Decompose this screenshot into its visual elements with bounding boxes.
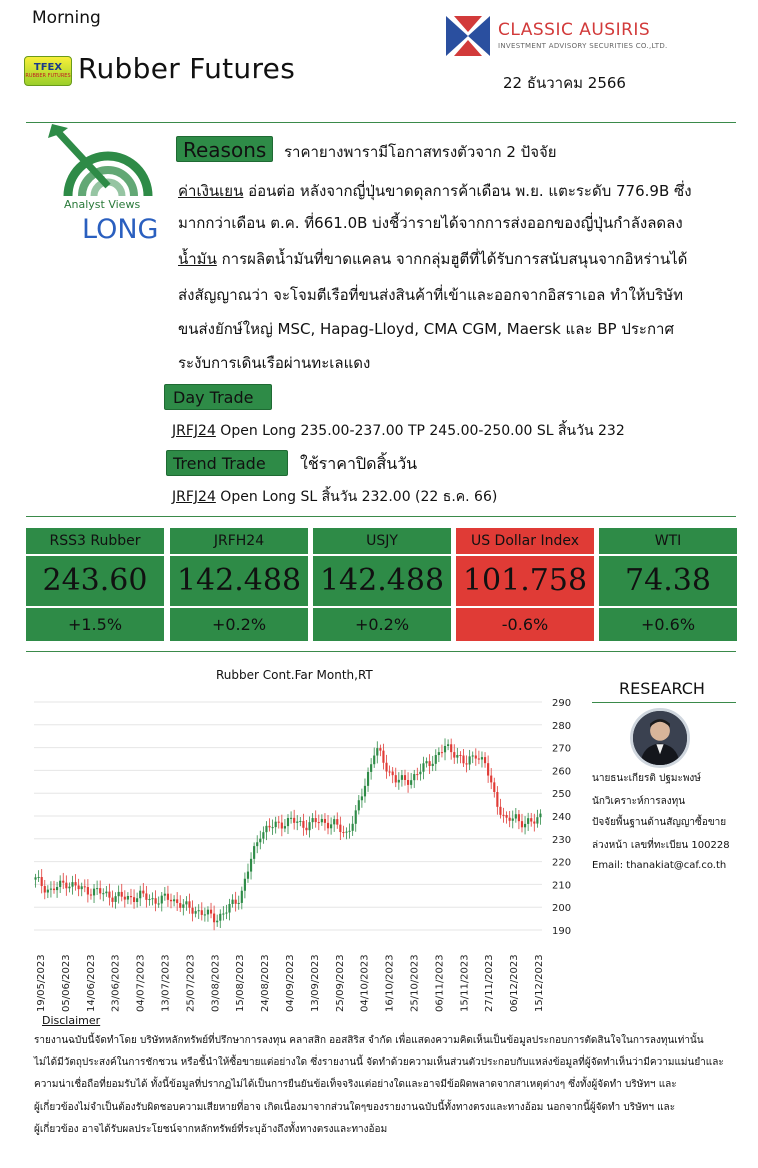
candle-body xyxy=(139,891,141,899)
candle-body xyxy=(533,822,535,824)
candle-body xyxy=(90,895,92,896)
candle-body xyxy=(506,815,508,818)
candle-body xyxy=(124,897,126,900)
analyst-view-value: LONG xyxy=(82,214,159,245)
candle-body xyxy=(447,744,449,746)
candle-body xyxy=(502,815,504,816)
x-tick-label: 06/11/2023 xyxy=(434,954,446,1012)
candle-body xyxy=(416,774,418,775)
candle-body xyxy=(348,831,350,832)
trend-trade-recommendation xyxy=(172,486,497,508)
candle-body xyxy=(259,839,261,843)
price-value: 142.488 xyxy=(170,556,308,606)
divider xyxy=(592,702,736,703)
candle-body xyxy=(241,891,243,903)
brand-name: CLASSIC AUSIRIS xyxy=(498,20,651,40)
candle-body xyxy=(84,886,86,887)
x-tick-label: 13/09/2023 xyxy=(309,954,321,1012)
y-tick-label: 200 xyxy=(552,903,572,915)
candle-body xyxy=(78,885,80,889)
candle-body xyxy=(481,757,483,759)
candle-body xyxy=(432,764,434,766)
candle-body xyxy=(321,819,323,822)
candle-body xyxy=(173,899,175,901)
candle-body xyxy=(318,822,320,823)
candle-body xyxy=(509,818,511,821)
price-name: US Dollar Index xyxy=(456,528,594,554)
x-tick-label: 06/12/2023 xyxy=(509,954,521,1012)
candle-body xyxy=(167,894,169,900)
candle-body xyxy=(164,894,166,896)
candle-body xyxy=(219,914,221,921)
x-tick-label: 04/09/2023 xyxy=(285,954,296,1012)
x-tick-label: 25/07/2023 xyxy=(185,954,197,1012)
candle-body xyxy=(364,786,366,797)
candle-body xyxy=(404,775,406,780)
candle-body xyxy=(265,826,267,832)
candle-body xyxy=(262,832,264,838)
candle-body xyxy=(191,908,193,914)
candle-body xyxy=(133,897,135,902)
candle-body xyxy=(425,761,427,763)
analyst-email: Email: thanakiat@caf.co.th xyxy=(592,860,727,871)
disclaimer-line: ความน่าเชื่อถือที่ยอมรับได้ ทั้งนี้ข้อมูลที่ปรากฏไม่ได้เป็นการยืนยันข้อเท็จจริงแต่อย่างใดและอาจมีข้อผิดพลาดจากสาเหตุต่างๆ ซึ่งทั้งผู้จัดทำ บริษัทฯ และ xyxy=(34,1079,677,1090)
candle-body xyxy=(496,792,498,807)
candle-body xyxy=(358,800,360,810)
candle-body xyxy=(105,892,107,894)
candle-body xyxy=(53,889,55,890)
divider xyxy=(26,651,736,652)
candle-body xyxy=(527,818,529,824)
candle-body xyxy=(389,771,391,772)
candle-body xyxy=(373,756,375,765)
candle-body xyxy=(308,822,310,830)
x-tick-label: 15/12/2023 xyxy=(534,954,545,1012)
candle-body xyxy=(382,751,384,763)
x-tick-label: 04/07/2023 xyxy=(135,954,147,1012)
candle-body xyxy=(247,872,249,879)
candle-body xyxy=(87,887,89,894)
candle-body xyxy=(182,904,184,907)
price-box-us-dollar-index xyxy=(456,528,594,643)
candle-body xyxy=(238,903,240,904)
candle-body xyxy=(410,780,412,785)
price-change: +0.2% xyxy=(313,608,451,641)
candle-body xyxy=(336,819,338,825)
candle-body xyxy=(401,775,403,780)
candle-body xyxy=(188,901,190,907)
analyst-views-label: Analyst Views xyxy=(64,198,141,211)
disclaimer-line: ผู้เกี่ยวข้อง อาจได้รับผลประโยชน์จากหลักทรัพย์ที่ระบุอ้างถึงทั้งทางตรงและทางอ้อม xyxy=(34,1124,388,1135)
candle-body xyxy=(185,901,187,904)
reason-oil-line2: ส่งสัญญาณว่า จะโจมตีเรือที่ขนส่งสินค้าที่เข้าและออกจากอิสราเอล ทำให้บริษัท xyxy=(178,286,684,304)
reason-oil-text: การผลิตน้ำมันที่ขาดแคลน จากกลุ่มฮูตีที่ได้รับการสนับสนุนจากอิหร่านได้ xyxy=(216,250,688,268)
x-tick-label: 25/10/2023 xyxy=(409,954,421,1012)
reason-yen-line1 xyxy=(178,176,738,206)
candle-body xyxy=(355,810,357,823)
candle-body xyxy=(121,892,123,897)
disclaimer-line: ไม่ได้มีวัตถุประสงค์ในการชักชวน หรือชี้นำให้ซื้อขายแต่อย่างใด ซึ่งรายงานนี้ จัดทำด้วยความเห็นส่วนตัวประกอบกับแหล่งข้อมูลที่ผู้จัดทำเห็นว่ามีความแม่นยำและ xyxy=(34,1057,724,1068)
analyst-role: นักวิเคราะห์การลงทุน xyxy=(592,796,686,807)
candle-body xyxy=(62,881,64,883)
session-label: Morning xyxy=(32,8,101,28)
candle-body xyxy=(312,818,314,822)
candle-body xyxy=(361,796,363,800)
candle-body xyxy=(268,826,270,828)
candle-body xyxy=(475,756,477,759)
price-change: +0.2% xyxy=(170,608,308,641)
candle-body xyxy=(456,755,458,758)
candle-body xyxy=(296,822,298,823)
brand-subtitle: INVESTMENT ADVISORY SECURITIES CO.,LTD. xyxy=(498,42,668,50)
divider xyxy=(26,516,736,517)
candle-body xyxy=(204,914,206,915)
price-name: RSS3 Rubber xyxy=(26,528,164,554)
candle-body xyxy=(179,903,181,908)
candle-body xyxy=(407,780,409,785)
candle-body xyxy=(376,748,378,755)
candle-body xyxy=(484,757,486,763)
candle-body xyxy=(275,822,277,827)
candle-body xyxy=(130,896,132,897)
candle-body xyxy=(176,899,178,903)
candle-body xyxy=(81,886,83,889)
candle-body xyxy=(459,755,461,756)
candle-body xyxy=(41,877,43,886)
candle-body xyxy=(201,910,203,915)
price-value: 243.60 xyxy=(26,556,164,606)
disclaimer-line: ผู้เกี่ยวข้องไม่จำเป็นต้องรับผิดชอบความเสียหายที่อาจ เกิดเนื่องมาจากส่วนใดๆของรายงานฉบับนี้ทั้งทางตรงและทางอ้อม นอกจากนี้ผู้จัดทำ บริษัทฯ และ xyxy=(34,1102,676,1113)
reasons-tag: Reasons xyxy=(176,136,273,162)
price-box-wti xyxy=(599,528,737,643)
candle-body xyxy=(398,780,400,783)
candle-body xyxy=(74,882,76,885)
y-tick-label: 270 xyxy=(552,743,572,755)
candle-body xyxy=(493,782,495,792)
reason-yen-topic: ค่าเงินเยน xyxy=(178,182,244,200)
candle-body xyxy=(142,891,144,894)
price-name: WTI xyxy=(599,528,737,554)
candle-body xyxy=(299,821,301,822)
y-tick-label: 290 xyxy=(552,698,572,709)
candle-body xyxy=(499,807,501,815)
day-trade-text: Open Long 235.00-237.00 TP 245.00-250.00 SL สิ้นวัน 232 xyxy=(215,423,625,439)
candle-body xyxy=(93,889,95,896)
reason-oil-line3: ขนส่งยักษ์ใหญ่ MSC, Hapag-Lloyd, CMA CGM, Maersk และ BP ประกาศ xyxy=(178,320,675,338)
x-tick-label: 27/11/2023 xyxy=(484,954,496,1012)
y-tick-label: 190 xyxy=(552,926,572,937)
candle-body xyxy=(302,821,304,828)
candle-body xyxy=(478,759,480,760)
candle-body xyxy=(170,900,172,901)
candle-body xyxy=(290,818,292,819)
reason-oil-line4: ระงับการเดินเรือผ่านทะเลแดง xyxy=(178,354,371,372)
x-tick-label: 24/08/2023 xyxy=(260,954,272,1012)
candle-body xyxy=(284,826,286,828)
analyst-name: นายธนะเกียรติ ปฐมะพงษ์ xyxy=(592,773,701,784)
candle-body xyxy=(228,904,230,913)
trend-trade-note: ใช้ราคาปิดสิ้นวัน xyxy=(300,454,418,473)
disclaimer-line: รายงานฉบับนี้จัดทำโดย บริษัทหลักทรัพย์ที่ปรึกษาการลงทุน คลาสสิก ออสสิริส จำกัด เพื่อแสดงความคิดเห็นเป็นข้อมูลประกอบการตัดสินใจในการลงทุนเท่านั้น xyxy=(34,1035,704,1046)
candle-body xyxy=(327,823,329,828)
candle-body xyxy=(158,903,160,904)
analyst-specialty: ปัจจัยพื้นฐานด้านสัญญาซื้อขาย xyxy=(592,817,727,828)
y-tick-label: 210 xyxy=(552,880,572,892)
candle-body xyxy=(342,832,344,833)
reasons-heading: ราคายางพารามีโอกาสทรงตัวจาก 2 ปัจจัย xyxy=(284,143,557,161)
candle-body xyxy=(392,772,394,776)
price-box-rss3 xyxy=(26,528,164,643)
candle-body xyxy=(59,881,61,887)
price-box-usjy xyxy=(313,528,451,643)
analyst-license: ล่วงหน้า เลขที่ทะเบียน 100228 xyxy=(592,840,730,851)
x-tick-label: 19/05/2023 xyxy=(36,954,47,1012)
candle-body xyxy=(536,817,538,823)
candle-body xyxy=(490,776,492,783)
candle-body xyxy=(385,763,387,772)
y-tick-label: 250 xyxy=(552,789,572,801)
x-tick-label: 14/06/2023 xyxy=(85,954,97,1012)
candle-body xyxy=(450,744,452,752)
candle-body xyxy=(287,818,289,826)
candle-body xyxy=(278,822,280,823)
candle-body xyxy=(339,825,341,832)
candle-body xyxy=(38,877,40,878)
report-date: 22 ธันวาคม 2566 xyxy=(503,74,626,92)
candle-body xyxy=(333,819,335,824)
price-change: +0.6% xyxy=(599,608,737,641)
reason-oil-topic: น้ำมัน xyxy=(178,250,217,268)
x-tick-label: 05/06/2023 xyxy=(60,954,72,1012)
candle-body xyxy=(44,886,46,892)
candle-body xyxy=(395,775,397,782)
rubber-candlestick-chart xyxy=(28,690,584,1018)
candle-body xyxy=(207,910,209,915)
candle-body xyxy=(71,882,73,887)
y-tick-label: 240 xyxy=(552,812,572,823)
candle-body xyxy=(127,896,129,900)
price-value: 74.38 xyxy=(599,556,737,606)
price-change: -0.6% xyxy=(456,608,594,641)
day-trade-tag: Day Trade xyxy=(164,384,272,410)
person-icon xyxy=(633,711,687,765)
reason-oil-line1 xyxy=(178,244,738,274)
candle-body xyxy=(422,763,424,771)
reason-yen-text: อ่อนต่อ หลังจากญี่ปุ่นขาดดุลการค้าเดือน พ.ย. แตะระดับ 776.9B ซึ่ง xyxy=(243,182,692,200)
candle-body xyxy=(225,913,227,914)
y-tick-label: 280 xyxy=(552,720,572,732)
candle-body xyxy=(65,883,67,889)
x-tick-label: 13/07/2023 xyxy=(160,954,172,1012)
candle-body xyxy=(521,821,523,827)
page-title: Rubber Futures xyxy=(78,52,296,85)
candle-body xyxy=(111,898,113,902)
research-title: RESEARCH xyxy=(619,679,705,698)
candle-body xyxy=(148,899,150,900)
candle-body xyxy=(305,828,307,830)
candle-body xyxy=(281,823,283,829)
candle-body xyxy=(524,824,526,827)
candle-body xyxy=(250,859,252,872)
candle-body xyxy=(96,888,98,889)
tfex-logo-sub: RUBBER FUTURES xyxy=(25,72,71,79)
candle-body xyxy=(444,746,446,752)
candle-body xyxy=(213,914,215,923)
tfex-logo-text: TFEX xyxy=(33,61,63,73)
candle-body xyxy=(108,892,110,898)
candle-body xyxy=(68,887,70,889)
candle-body xyxy=(272,827,274,828)
brand-logo-icon xyxy=(444,12,492,60)
candle-body xyxy=(161,896,163,904)
candle-body xyxy=(210,910,212,914)
candle-body xyxy=(435,755,437,764)
x-tick-label: 04/10/2023 xyxy=(359,954,371,1012)
candle-body xyxy=(195,911,197,914)
candle-body xyxy=(315,818,317,822)
candle-body xyxy=(462,756,464,764)
x-tick-label: 15/08/2023 xyxy=(235,954,247,1012)
price-value: 142.488 xyxy=(313,556,451,606)
candle-body xyxy=(244,879,246,891)
candle-body xyxy=(367,772,369,786)
candle-body xyxy=(512,819,514,821)
candle-body xyxy=(518,814,520,821)
candle-body xyxy=(429,761,431,766)
candle-body xyxy=(136,898,138,902)
candle-body xyxy=(216,921,218,923)
candle-body xyxy=(232,900,234,904)
day-trade-symbol: JRFJ24 xyxy=(172,423,216,439)
candle-body xyxy=(453,752,455,757)
candle-body xyxy=(330,824,332,828)
chart-title: Rubber Cont.Far Month,RT xyxy=(216,668,373,682)
candle-body xyxy=(102,893,104,894)
candle-body xyxy=(469,756,471,764)
x-tick-label: 16/10/2023 xyxy=(384,954,396,1012)
price-name: USJY xyxy=(313,528,451,554)
price-change: +1.5% xyxy=(26,608,164,641)
disclaimer-title: Disclaimer xyxy=(42,1014,101,1027)
candle-body xyxy=(539,814,541,818)
candle-body xyxy=(345,832,347,833)
candle-body xyxy=(419,772,421,775)
candle-body xyxy=(151,898,153,899)
candle-body xyxy=(155,898,157,903)
trend-trade-text: Open Long SL สิ้นวัน 232.00 (22 ธ.ค. 66) xyxy=(215,489,498,505)
tfex-logo xyxy=(24,56,72,86)
candle-body xyxy=(47,890,49,893)
candle-body xyxy=(56,887,58,890)
x-tick-label: 03/08/2023 xyxy=(210,954,222,1012)
candle-body xyxy=(293,818,295,823)
candle-body xyxy=(515,814,517,818)
candle-body xyxy=(198,910,200,911)
x-tick-label: 25/09/2023 xyxy=(334,954,346,1012)
price-box-jrfh24 xyxy=(170,528,308,643)
candle-body xyxy=(438,752,440,755)
y-tick-label: 260 xyxy=(552,766,572,778)
candle-body xyxy=(379,748,381,751)
candle-body xyxy=(472,756,474,757)
candle-body xyxy=(235,900,237,904)
candle-body xyxy=(115,896,117,902)
trend-trade-symbol: JRFJ24 xyxy=(172,489,216,505)
x-tick-label: 23/06/2023 xyxy=(110,954,122,1012)
candle-body xyxy=(34,877,36,879)
candle-body xyxy=(256,842,258,846)
candle-body xyxy=(222,914,224,915)
candle-body xyxy=(324,819,326,823)
candle-body xyxy=(50,889,52,890)
analyst-avatar xyxy=(630,708,690,768)
candle-body xyxy=(441,752,443,753)
candle-body xyxy=(145,893,147,899)
candle-body xyxy=(99,888,101,893)
candle-body xyxy=(530,818,532,821)
candle-body xyxy=(352,824,354,831)
candle-body xyxy=(118,892,120,896)
reason-yen-line2: มากกว่าเดือน ต.ค. ที่661.0B บ่งชี้ว่ารายได้จากการส่งออกของญี่ปุ่นกำลังลดลง xyxy=(178,214,683,232)
candle-body xyxy=(253,846,255,859)
y-tick-label: 220 xyxy=(552,857,572,869)
candle-body xyxy=(487,763,489,775)
candle-body xyxy=(370,764,372,772)
candle-body xyxy=(465,763,467,764)
price-value: 101.758 xyxy=(456,556,594,606)
day-trade-recommendation xyxy=(172,420,625,442)
x-tick-label: 15/11/2023 xyxy=(459,954,471,1012)
candle-body xyxy=(413,774,415,780)
trend-trade-tag: Trend Trade xyxy=(166,450,288,476)
price-name: JRFH24 xyxy=(170,528,308,554)
y-tick-label: 230 xyxy=(552,834,572,846)
